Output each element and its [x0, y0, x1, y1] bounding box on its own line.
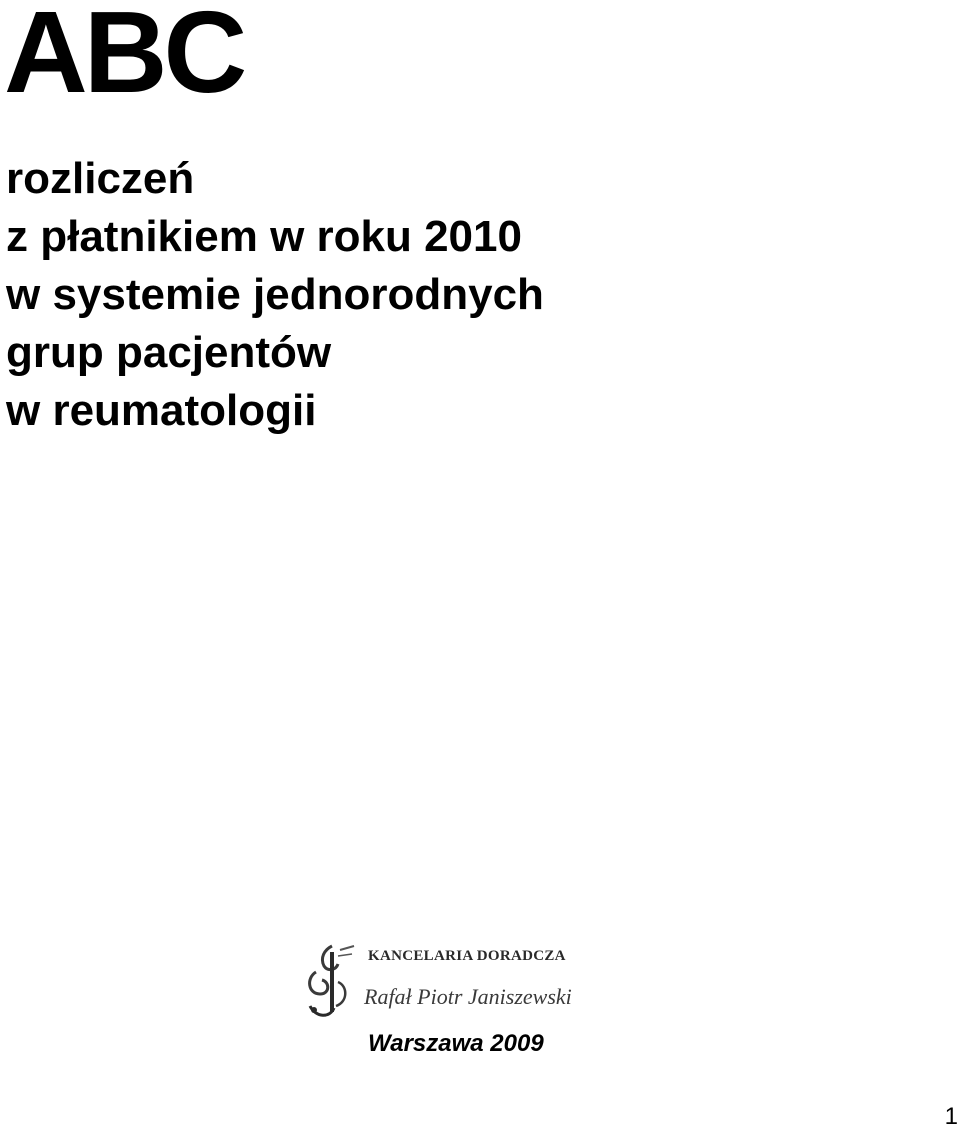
publisher-person: Rafał Piotr Janiszewski	[364, 984, 572, 1009]
title-line: rozliczeń	[6, 154, 195, 203]
brand-title: ABC	[4, 0, 244, 117]
document-title	[6, 150, 544, 440]
title-line: w systemie jednorodnych	[6, 270, 544, 319]
publisher-name: KANCELARIA DORADCZA	[368, 948, 566, 964]
stylized-letters-logo-icon	[302, 942, 358, 1022]
title-line: grup pacjentów	[6, 328, 332, 377]
publisher-logo	[302, 942, 602, 1024]
page-number: 1	[944, 1103, 958, 1130]
title-line: w reumatologii	[6, 386, 317, 435]
place-and-year: Warszawa 2009	[368, 1030, 544, 1057]
title-line: z płatnikiem w roku 2010	[6, 212, 522, 261]
